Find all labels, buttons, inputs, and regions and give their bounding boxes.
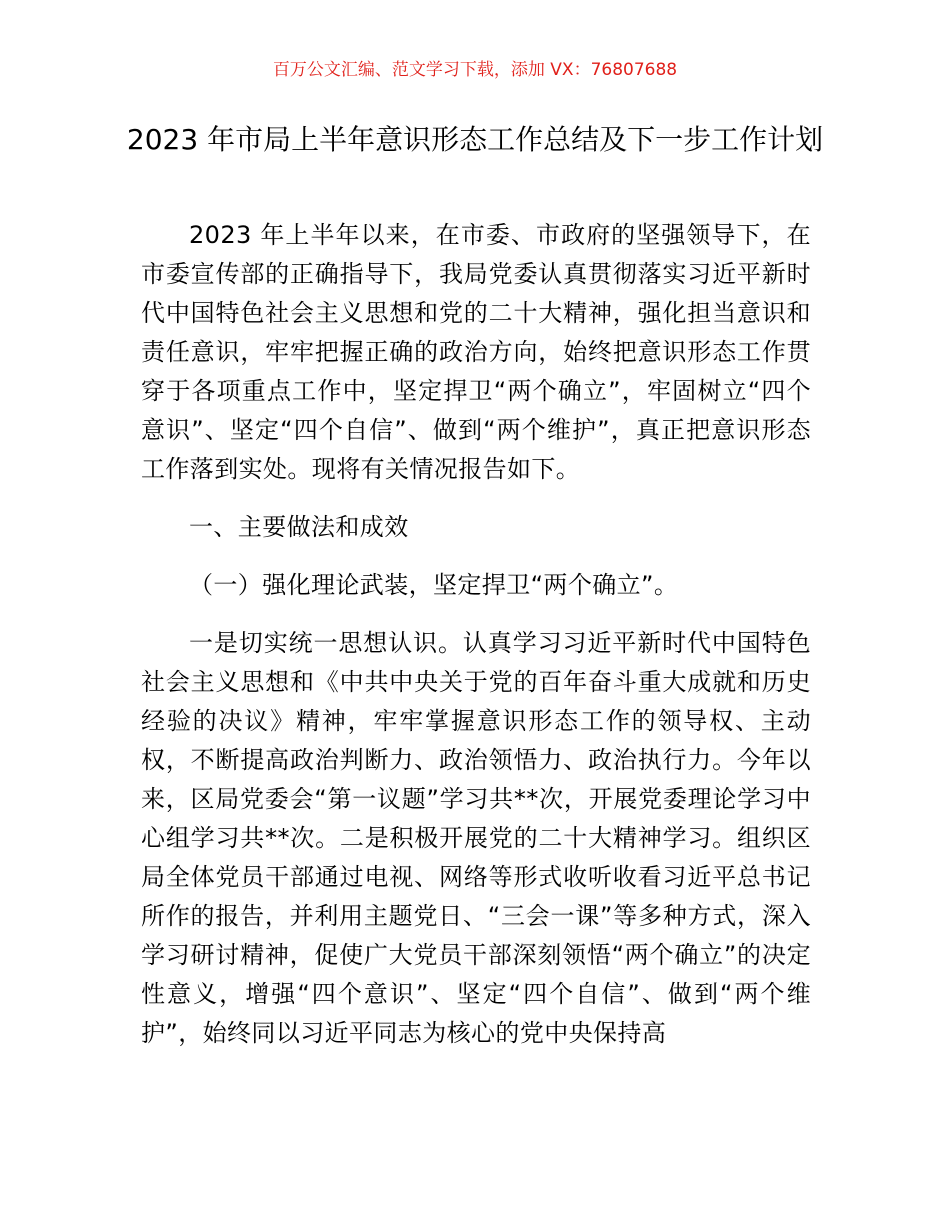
document-title: 2023 年市局上半年意识形态工作总结及下一步工作计划 — [126, 123, 824, 156]
section-heading: 一、主要做法和成效 — [189, 513, 409, 541]
header-download-note: 百万公文汇编、范文学习下载，添加 VX：76807688 — [272, 60, 678, 80]
subsection-heading: （一）强化理论武装，坚定捍卫“两个确立”。 — [189, 571, 679, 599]
intro-paragraph: 2023 年上半年以来，在市委、市政府的坚强领导下，在市委宣传部的正确指导下，我局党委认真贯彻落实习近平新时代中国特色社会主义思想和党的二十大精神，强化担当意识和责任意识，牢牢把握正确的政治方向，始终把意识形态工作贯穿于各项重点工作中，坚定捍卫“两个确立”，牢固树立“四个意识”、坚定“四个自信”、做到“两个维护”，真正把意识形态工作落到实处。现将有关情况报告如下。 — [141, 221, 811, 483]
document-body — [141, 216, 811, 1053]
body-paragraph: 一是切实统一思想认识。认真学习习近平新时代中国特色社会主义思想和《中共中央关于党的百年奋斗重大成就和历史经验的决议》精神，牢牢掌握意识形态工作的领导权、主动权，不断提高政治判断力、政治领悟力、政治执行力。今年以来，区局党委会“第一议题”学习共**次，开展党委理论学习中心组学习共**次。二是积极开展党的二十大精神学习。组织区局全体党员干部通过电视、网络等形式收听收看习近平总书记所作的报告，并利用主题党日、“三会一课”等多种方式，深入学习研讨精神，促使广大党员干部深刻领悟“两个确立”的决定性意义，增强“四个意识”、坚定“四个自信”、做到“两个维护”，始终同以习近平同志为核心的党中央保持高 — [141, 629, 811, 1047]
